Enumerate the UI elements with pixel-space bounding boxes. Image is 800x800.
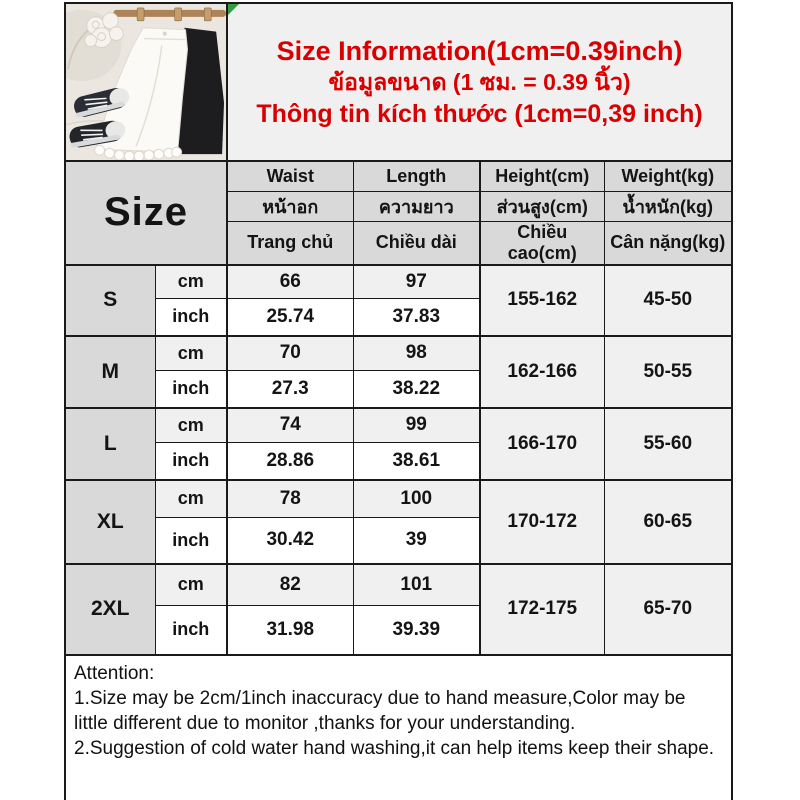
header-length-vi: Chiều dài [353, 221, 480, 265]
waist-cm: 66 [227, 265, 353, 299]
waist-cm: 78 [227, 480, 353, 518]
title-vietnamese: Thông tin kích thước (1cm=0,39 inch) [256, 100, 703, 129]
size-label: L [65, 408, 155, 480]
length-inch: 38.61 [353, 443, 480, 480]
length-inch: 37.83 [353, 299, 480, 336]
header-length-en: Length [353, 161, 480, 191]
header-weight-en: Weight(kg) [604, 161, 732, 191]
table-row [65, 265, 732, 299]
title-block [228, 35, 731, 129]
waist-cm: 74 [227, 408, 353, 443]
length-inch: 39.39 [353, 606, 480, 655]
product-photo [65, 3, 227, 161]
attention-note [65, 655, 732, 800]
pants-flatlay-illustration [66, 4, 226, 160]
unit-inch: inch [155, 518, 227, 564]
height-range: 172-175 [480, 564, 604, 655]
height-range: 170-172 [480, 480, 604, 564]
header-height-th: ส่วนสูง(cm) [480, 191, 604, 221]
header-weight-th: น้ำหนัก(kg) [604, 191, 732, 221]
weight-range: 65-70 [604, 564, 732, 655]
waist-inch: 31.98 [227, 606, 353, 655]
table-row [65, 564, 732, 606]
header-waist-en: Waist [227, 161, 353, 191]
table-row [65, 480, 732, 518]
header-length-th: ความยาว [353, 191, 480, 221]
waist-cm: 82 [227, 564, 353, 606]
unit-cm: cm [155, 408, 227, 443]
size-label: 2XL [65, 564, 155, 655]
length-cm: 98 [353, 336, 480, 371]
length-cm: 100 [353, 480, 480, 518]
length-cm: 99 [353, 408, 480, 443]
size-label: M [65, 336, 155, 408]
length-inch: 39 [353, 518, 480, 564]
title-cell [227, 3, 732, 161]
table-row [65, 336, 732, 371]
waist-cm: 70 [227, 336, 353, 371]
header-weight-vi: Cân nặng(kg) [604, 221, 732, 265]
header-waist-th: หน้าอก [227, 191, 353, 221]
unit-cm: cm [155, 480, 227, 518]
unit-inch: inch [155, 299, 227, 336]
title-thai: ข้อมูลขนาด (1 ซม. = 0.39 นิ้ว) [328, 69, 631, 96]
header-waist-vi: Trang chủ [227, 221, 353, 265]
attention-title: Attention: [74, 662, 155, 684]
unit-inch: inch [155, 371, 227, 408]
waist-inch: 27.3 [227, 371, 353, 408]
unit-inch: inch [155, 606, 227, 655]
attention-line-1: 1.Size may be 2cm/1inch inaccuracy due to hand measure,Color may be little different due to monitor ,thanks for your understanding. [74, 687, 686, 735]
table-row [65, 408, 732, 443]
size-label: S [65, 265, 155, 336]
unit-cm: cm [155, 564, 227, 606]
length-cm: 97 [353, 265, 480, 299]
unit-cm: cm [155, 336, 227, 371]
attention-line-2: 2.Suggestion of cold water hand washing,it can help items keep their shape. [74, 738, 715, 760]
size-label: XL [65, 480, 155, 564]
height-range: 166-170 [480, 408, 604, 480]
height-range: 162-166 [480, 336, 604, 408]
waist-inch: 30.42 [227, 518, 353, 564]
title-english: Size Information(1cm=0.39inch) [276, 36, 683, 67]
unit-inch: inch [155, 443, 227, 480]
unit-cm: cm [155, 265, 227, 299]
header-height-en: Height(cm) [480, 161, 604, 191]
size-header-cell: Size [65, 161, 227, 265]
weight-range: 45-50 [604, 265, 732, 336]
length-inch: 38.22 [353, 371, 480, 408]
green-corner-triangle-icon [228, 4, 239, 15]
waist-inch: 25.74 [227, 299, 353, 336]
weight-range: 50-55 [604, 336, 732, 408]
waist-inch: 28.86 [227, 443, 353, 480]
height-range: 155-162 [480, 265, 604, 336]
size-table [64, 2, 733, 800]
header-height-vi: Chiều cao(cm) [480, 221, 604, 265]
length-cm: 101 [353, 564, 480, 606]
weight-range: 60-65 [604, 480, 732, 564]
weight-range: 55-60 [604, 408, 732, 480]
